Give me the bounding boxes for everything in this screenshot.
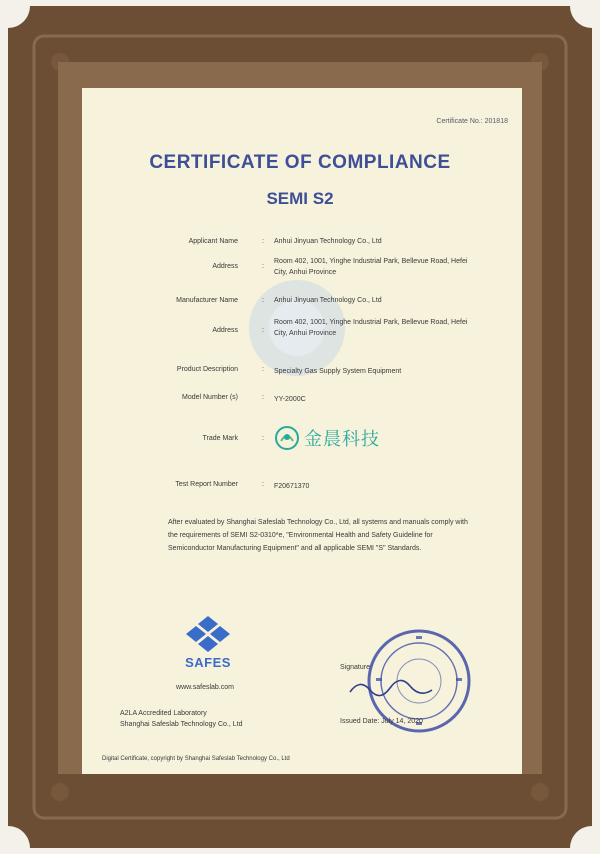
field-colon: : <box>262 263 264 270</box>
applicant-name-value: Anhui Jinyuan Technology Co., Ltd <box>274 238 382 245</box>
field-colon: : <box>262 435 264 442</box>
field-colon: : <box>262 327 264 334</box>
accreditation-line-2: Shanghai Safeslab Technology Co., Ltd <box>120 721 243 728</box>
model-number-label: Model Number (s) <box>181 394 238 401</box>
applicant-name-label: Applicant Name <box>188 238 238 245</box>
field-colon: : <box>262 297 264 304</box>
test-report-number-label: Test Report Number <box>175 481 238 488</box>
field-colon: : <box>262 481 264 488</box>
certificate-title: CERTIFICATE OF COMPLIANCE <box>149 152 451 173</box>
accreditation-line-1: A2LA Accredited Laboratory <box>120 710 207 717</box>
safes-logo-icon <box>178 614 238 656</box>
applicant-address-label: Address <box>212 263 238 270</box>
model-number-value: YY-2000C <box>274 396 306 403</box>
certificate-standard: SEMI S2 <box>266 189 334 208</box>
manufacturer-address-value: Room 402, 1001, Yinghe Industrial Park, Bellevue Road, Hefei City, Anhui Province <box>274 319 468 337</box>
trade-mark-label: Trade Mark <box>202 435 238 442</box>
certificate-number: Certificate No.: 201818 <box>436 118 508 125</box>
issued-date: Issued Date: July 14, 2020 <box>340 718 423 725</box>
safes-logo-text: SAFES <box>185 655 231 670</box>
manufacturer-name-value: Anhui Jinyuan Technology Co., Ltd <box>274 297 382 304</box>
field-colon: : <box>262 238 264 245</box>
manufacturer-name-label: Manufacturer Name <box>176 297 238 304</box>
product-description-value: Specialty Gas Supply System Equipment <box>274 368 402 375</box>
manufacturer-address-label: Address <box>212 327 238 334</box>
test-report-number-value: F20671370 <box>274 483 310 490</box>
compliance-statement: After evaluated by Shanghai Safeslab Technology Co., Ltd, all systems and manuals comply with the requirements of SEMI S2-0310*e, "Environmental Health and Safety Guideline for Semiconductor Manufacturing Equipment" and all applicable SEMI "S" Standards. <box>168 519 468 552</box>
signature-mark <box>346 676 436 700</box>
signature-label: Signature: <box>340 664 372 671</box>
field-colon: : <box>262 366 264 373</box>
accreditation-info <box>120 708 360 730</box>
applicant-address-value: Room 402, 1001, Yinghe Industrial Park, Bellevue Road, Hefei City, Anhui Province <box>274 258 468 276</box>
field-colon: : <box>262 394 264 401</box>
trade-mark-text: 金晨科技 <box>304 429 380 450</box>
issuer-website: www.safeslab.com <box>176 684 234 691</box>
trade-mark-logo <box>274 424 424 452</box>
product-description-label: Product Description <box>176 366 238 373</box>
trade-mark-icon <box>274 425 300 451</box>
certificate-footer: Digital Certificate, copyright by Shanghai Safeslab Technology Co., Ltd <box>102 756 290 762</box>
